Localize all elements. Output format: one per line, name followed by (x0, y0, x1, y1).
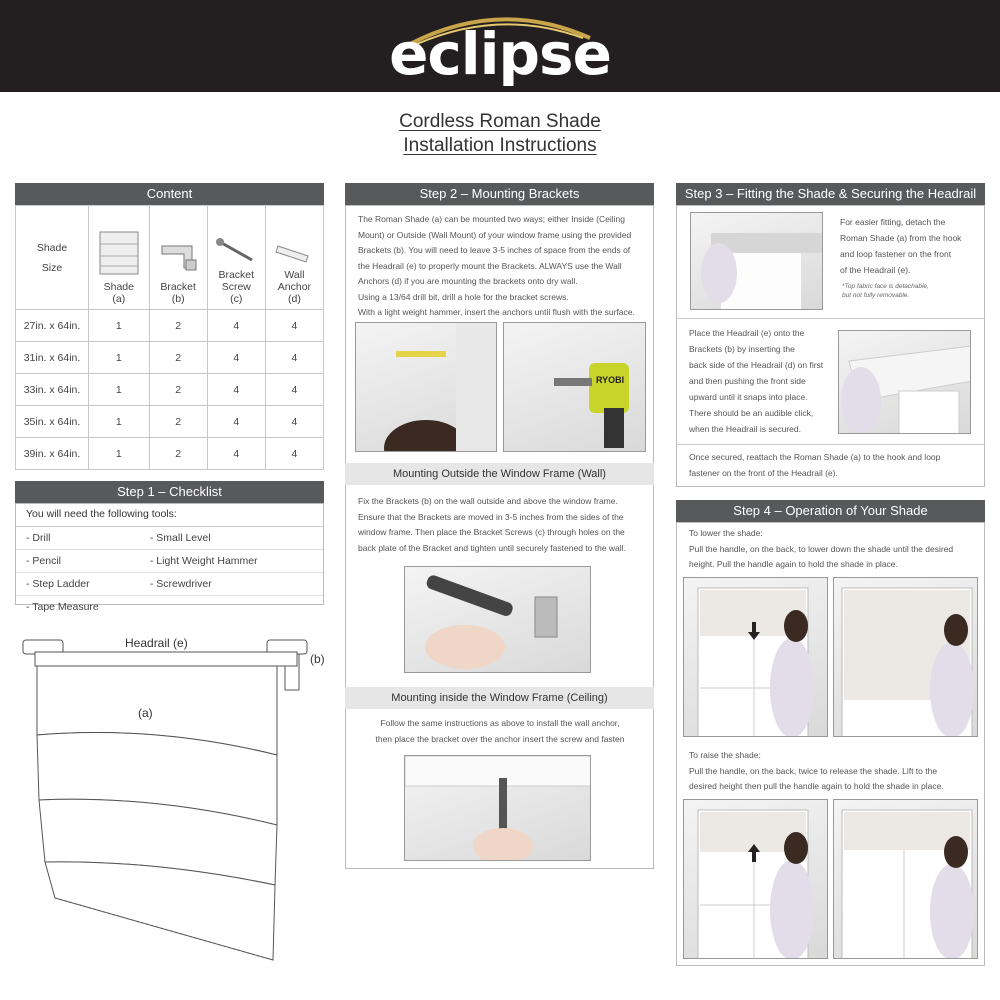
photo-detach-shade (690, 212, 823, 310)
title-line-1: Cordless Roman Shade (399, 111, 601, 132)
qty-cell: 4 (265, 342, 323, 374)
qty-cell: 4 (207, 310, 265, 342)
lower-shade-text: To lower the shade: Pull the handle, on the back, to lower down the shade until the desired height. Pull the handle again to hold the shade in place. (689, 528, 954, 569)
tool-item: - Drill (16, 527, 149, 550)
qty-cell: 4 (265, 374, 323, 406)
step3-text-2: Place the Headrail (e) onto the Brackets (b) by inserting the back side of the Headrail (d) on first and then pushing the front side upward until it snaps into place. There should be an audible click, when the Headrail is secured. (689, 328, 824, 434)
qty-cell: 4 (207, 438, 265, 470)
step3-text-1: For easier fitting, detach the Roman Shade (a) from the hook and loop fastener on the front of the Headrail (e). (840, 217, 962, 275)
brand-logo: eclipse (389, 20, 611, 88)
size-cell: 39in. x 64in. (16, 438, 89, 470)
qty-cell: 4 (207, 342, 265, 374)
photo-raise-1 (683, 799, 828, 959)
content-header: Content (15, 183, 324, 205)
shade-diagram (15, 630, 335, 980)
qty-cell: 4 (265, 438, 323, 470)
bracket-icon (156, 238, 200, 278)
qty-cell: 4 (207, 374, 265, 406)
qty-cell: 1 (89, 310, 150, 342)
shade-label: (a) (138, 706, 153, 720)
checklist-intro: You will need the following tools: (16, 504, 323, 527)
photo-place-headrail (838, 330, 971, 434)
step3-note: *Top fabric face is detachable, but not fully removable. (842, 283, 929, 299)
tool-item: - Tape Measure (26, 601, 99, 613)
size-cell: 27in. x 64in. (16, 310, 89, 342)
headrail-shape (35, 652, 297, 666)
qty-cell: 1 (89, 342, 150, 374)
step4-header: Step 4 – Operation of Your Shade (676, 500, 985, 522)
table-row (16, 342, 324, 374)
tool-item: - Pencil (16, 550, 149, 573)
size-cell: 33in. x 64in. (16, 374, 89, 406)
outside-mount-header: Mounting Outside the Window Frame (Wall) (345, 463, 654, 485)
photo-bracket-ceiling (404, 755, 591, 861)
qty-cell: 4 (265, 406, 323, 438)
title-line-2: Installation Instructions (403, 135, 597, 156)
step1-header: Step 1 – Checklist (15, 481, 324, 503)
step3-text-3: Once secured, reattach the Roman Shade (a) to the hook and loop fastener on the front of the Headrail (e). (689, 452, 941, 478)
step2-header: Step 2 – Mounting Brackets (345, 183, 654, 205)
size-column-header: Shade Size (16, 206, 89, 310)
size-cell: 35in. x 64in. (16, 406, 89, 438)
anchor-column-header: Wall Anchor (d) (265, 206, 323, 310)
step2-text: The Roman Shade (a) can be mounted two ways; either Inside (Ceiling Mount) or Outside (Wall Mount) of your window frame using the provided Brackets (b). You will need to leave 3-5 inches of space from the ends of the Headrail (e) to properly mount the Brackets. ALWAYS use the Wall Anchors (d) if you are mounting the brackets onto dry wall. Using a 13/64 drill bit, drill a hole for the bracket screws. With a light weight hammer, insert the anchors until flush with the surface. (358, 214, 635, 317)
screw-icon (214, 236, 258, 266)
size-cell: 31in. x 64in. (16, 342, 89, 374)
outside-mount-text: Fix the Brackets (b) on the wall outside and above the window frame. Ensure that the Brackets are moved in 3-5 inches from the sides of the window frame. Then place the Bracket Screws (c) through holes on the back plate of the Bracket and tighten until securely fastened to the wall. (358, 496, 626, 553)
qty-cell: 1 (89, 374, 150, 406)
shade-icon (96, 226, 142, 278)
tool-item: - Light Weight Hammer (149, 550, 323, 573)
qty-cell: 2 (149, 342, 207, 374)
shade-column-header: Shade (a) (89, 206, 150, 310)
inside-mount-header: Mounting inside the Window Frame (Ceiling) (345, 687, 654, 709)
checklist-table (16, 527, 323, 618)
table-row (16, 374, 324, 406)
photo-bracket-wall (404, 566, 591, 673)
photo-lower-1 (683, 577, 828, 737)
qty-cell: 1 (89, 438, 150, 470)
inside-mount-text: Follow the same instructions as above to install the wall anchor, then place the bracket over the anchor insert the screw and fasten (375, 718, 625, 744)
drill-brand-label: RYOBI (596, 375, 625, 385)
content-table (15, 205, 324, 470)
photo-lower-2 (833, 577, 978, 737)
qty-cell: 4 (207, 406, 265, 438)
bracket-column-header: Bracket (b) (149, 206, 207, 310)
anchor-icon (272, 236, 316, 266)
step3-header: Step 3 – Fitting the Shade & Securing the Headrail (676, 183, 985, 205)
checklist-box (15, 503, 324, 613)
qty-cell: 1 (89, 406, 150, 438)
qty-cell: 2 (149, 406, 207, 438)
page-title (0, 110, 1000, 158)
photo-measuring (355, 322, 497, 452)
qty-cell: 2 (149, 438, 207, 470)
tool-item: - Small Level (149, 527, 323, 550)
photo-drilling (503, 322, 646, 452)
tool-item: - Step Ladder (16, 573, 149, 596)
tool-item: - Screwdriver (149, 573, 323, 596)
raise-shade-text: To raise the shade: Pull the handle, on the back, twice to release the shade. Lift to the desired height then pull the handle again to hold the shade in place. (689, 750, 944, 791)
divider (676, 444, 985, 445)
table-row (16, 310, 324, 342)
headrail-label: Headrail (e) (125, 636, 188, 650)
qty-cell: 4 (265, 310, 323, 342)
screw-column-header: Bracket Screw (c) (207, 206, 265, 310)
bracket-label: (b) (310, 652, 325, 666)
qty-cell: 2 (149, 374, 207, 406)
table-row (16, 438, 324, 470)
table-row (16, 406, 324, 438)
divider (676, 318, 985, 319)
qty-cell: 2 (149, 310, 207, 342)
photo-raise-2 (833, 799, 978, 959)
